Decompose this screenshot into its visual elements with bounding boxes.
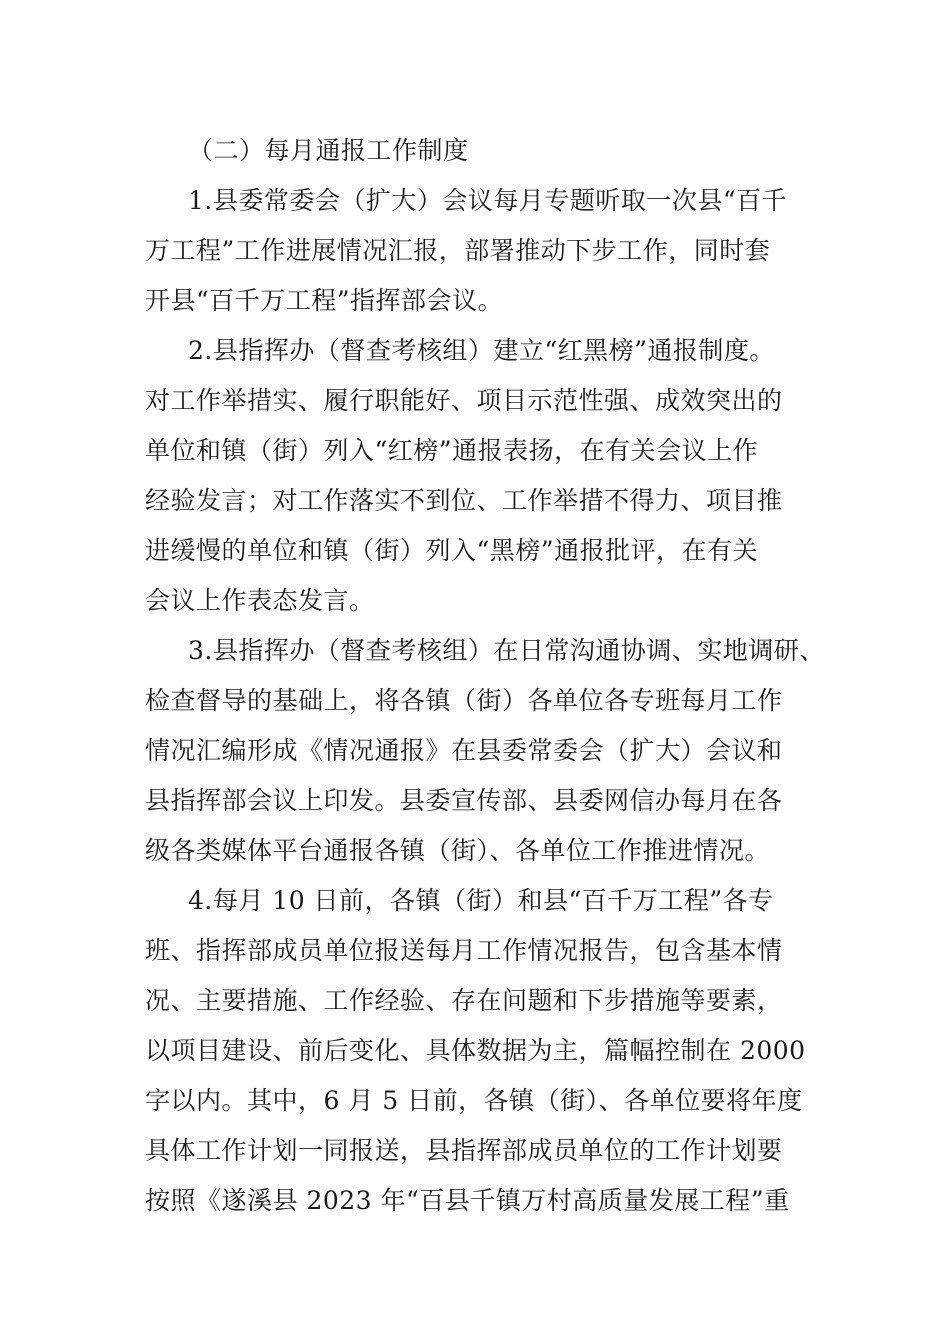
paragraph-2-line-3: 单位和镇（街）列入“红榜”通报表扬，在有关会议上作	[145, 436, 759, 465]
paragraph-4-line-5: 字以内。其中，6 月 5 日前，各镇（街）、各单位要将年度	[145, 1086, 803, 1115]
paragraph-2-line-4: 经验发言；对工作落实不到位、工作举措不得力、项目推	[145, 486, 783, 515]
paragraph-2-line-5: 进缓慢的单位和镇（街）列入“黑榜”通报批评，在有关	[145, 536, 759, 565]
paragraph-4-line-7: 按照《遂溪县 2023 年“百县千镇万村高质量发展工程”重	[145, 1186, 790, 1215]
paragraph-3-line-2: 检查督导的基础上，将各镇（街）各单位各专班每月工作	[145, 686, 783, 715]
paragraph-2-line-6: 会议上作表态发言。	[145, 586, 375, 615]
section-heading: （二）每月通报工作制度	[188, 136, 469, 165]
paragraph-2-line-2: 对工作举措实、履行职能好、项目示范性强、成效突出的	[145, 386, 783, 415]
paragraph-1-line-1: 1.县委常委会（扩大）会议每月专题听取一次县“百千	[188, 186, 788, 215]
paragraph-4-line-4: 以项目建设、前后变化、具体数据为主，篇幅控制在 2000	[145, 1036, 806, 1065]
paragraph-3-line-3: 情况汇编形成《情况通报》在县委常委会（扩大）会议和	[145, 736, 783, 765]
paragraph-3-line-5: 级各类媒体平台通报各镇（街）、各单位工作推进情况。	[145, 836, 771, 865]
paragraph-3-line-1: 3.县指挥办（督查考核组）在日常沟通协调、实地调研、	[188, 636, 825, 665]
paragraph-3-line-4: 县指挥部会议上印发。县委宣传部、县委网信办每月在各	[145, 786, 783, 815]
paragraph-4-line-6: 具体工作计划一同报送，县指挥部成员单位的工作计划要	[145, 1136, 783, 1165]
paragraph-4-line-1: 4.每月 10 日前，各镇（街）和县“百千万工程”各专	[188, 886, 774, 915]
paragraph-4-line-2: 班、指挥部成员单位报送每月工作情况报告，包含基本情	[145, 936, 783, 965]
paragraph-4-line-3: 况、主要措施、工作经验、存在问题和下步措施等要素，	[145, 986, 783, 1015]
paragraph-1-line-2: 万工程”工作进展情况汇报，部署推动下步工作，同时套	[145, 236, 771, 265]
paragraph-2-line-1: 2.县指挥办（督查考核组）建立“红黑榜”通报制度。	[188, 336, 775, 365]
paragraph-1-line-3: 开县“百千万工程”指挥部会议。	[145, 286, 504, 315]
